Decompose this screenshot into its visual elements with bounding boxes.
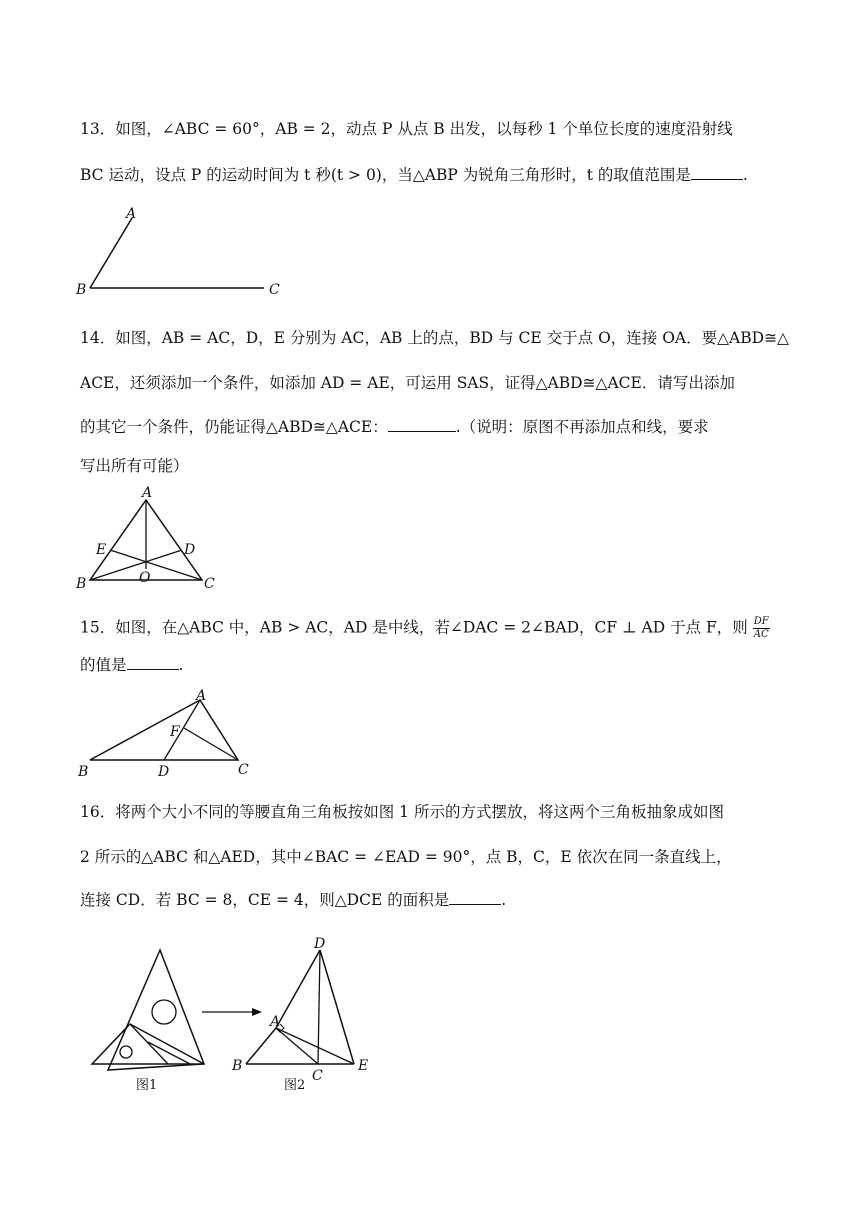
q16-figure-1-caption: 图1 bbox=[136, 1078, 158, 1093]
q16-label-b: B bbox=[232, 1058, 243, 1074]
q13-label-a: A bbox=[126, 206, 137, 222]
q13-line-2-end: . bbox=[742, 166, 748, 184]
q15-label-c: C bbox=[238, 762, 249, 778]
q16-line-3-end: . bbox=[501, 891, 507, 909]
q14-figure bbox=[76, 484, 226, 594]
q14-line-4: 写出所有可能） bbox=[80, 457, 189, 475]
q14-label-a: A bbox=[142, 485, 153, 501]
q14-label-b: B bbox=[76, 576, 87, 592]
q15-label-a: A bbox=[196, 688, 207, 704]
q13-figure bbox=[74, 204, 294, 300]
q14-label-o: O bbox=[139, 570, 151, 586]
q15-line-1-text: 15．如图，在△ABC 中，AB > AC，AD 是中线，若∠DAC = 2∠BAD，CF ⊥ AD 于点 F，则 bbox=[80, 618, 748, 637]
q14-label-d: D bbox=[184, 542, 196, 558]
q15-label-b: B bbox=[78, 764, 89, 780]
q14-line-2: ACE，还须添加一个条件，如添加 AD = AE，可运用 SAS，证得△ABD≅△ACE．请写出添加 bbox=[80, 374, 735, 392]
q15-label-d: D bbox=[158, 764, 170, 780]
q13-line-2-text: BC 运动，设点 P 的运动时间为 t 秒(t > 0)，当△ABP 为锐角三角形时，t 的取值范围是 bbox=[80, 166, 691, 184]
q15-fraction bbox=[753, 616, 770, 641]
q13-answer-blank[interactable] bbox=[691, 165, 743, 180]
q13-line-1: 13．如图，∠ABC = 60°，AB = 2，动点 P 从点 B 出发，以每秒 1 个单位长度的速度沿射线 bbox=[80, 120, 733, 138]
q15-fraction-numerator: DF bbox=[753, 616, 769, 627]
q13-label-c: C bbox=[269, 282, 280, 298]
q14-line-3-text: 的其它一个条件，仍能证得△ABD≅△ACE： bbox=[80, 418, 388, 436]
q16-line-3 bbox=[80, 889, 506, 911]
q15-line-2-end: . bbox=[178, 656, 184, 674]
q15-line-2-text: 的值是 bbox=[80, 656, 127, 674]
q14-label-e: E bbox=[96, 542, 107, 558]
q16-answer-blank[interactable] bbox=[449, 890, 501, 905]
q14-label-c: C bbox=[204, 576, 215, 592]
q14-answer-blank[interactable] bbox=[388, 417, 456, 432]
q16-line-3-text: 连接 CD．若 BC = 8，CE = 4，则△DCE 的面积是 bbox=[80, 891, 450, 909]
q13-label-b: B bbox=[76, 282, 87, 298]
q16-figure-2 bbox=[226, 932, 376, 1094]
q14-line-3 bbox=[80, 416, 709, 438]
q13-line-2 bbox=[80, 164, 748, 186]
q16-label-d: D bbox=[314, 936, 326, 952]
q15-figure bbox=[76, 688, 266, 780]
q16-line-1: 16．将两个大小不同的等腰直角三角板按如图 1 所示的方式摆放，将这两个三角板抽象成如图 bbox=[80, 803, 724, 821]
q15-answer-blank[interactable] bbox=[127, 655, 179, 670]
q16-label-a: A bbox=[270, 1014, 281, 1030]
q16-figure-1 bbox=[86, 944, 216, 1094]
q15-label-f: F bbox=[170, 724, 180, 740]
q16-label-e: E bbox=[358, 1058, 369, 1074]
q15-line-1 bbox=[80, 616, 770, 641]
q15-fraction-denominator: AC bbox=[753, 629, 769, 640]
q15-line-2 bbox=[80, 654, 183, 676]
q16-label-c: C bbox=[312, 1068, 323, 1084]
q16-figure-2-caption: 图2 bbox=[284, 1078, 306, 1093]
q14-line-1: 14．如图，AB = AC，D，E 分别为 AC，AB 上的点，BD 与 CE 交于点 O，连接 OA．要△ABD≅△ bbox=[80, 329, 789, 347]
q14-line-3-end: .（说明：原图不再添加点和线，要求 bbox=[455, 418, 709, 436]
q16-line-2: 2 所示的△ABC 和△AED，其中∠BAC = ∠EAD = 90°，点 B，C，E 依次在同一条直线上， bbox=[80, 848, 732, 866]
